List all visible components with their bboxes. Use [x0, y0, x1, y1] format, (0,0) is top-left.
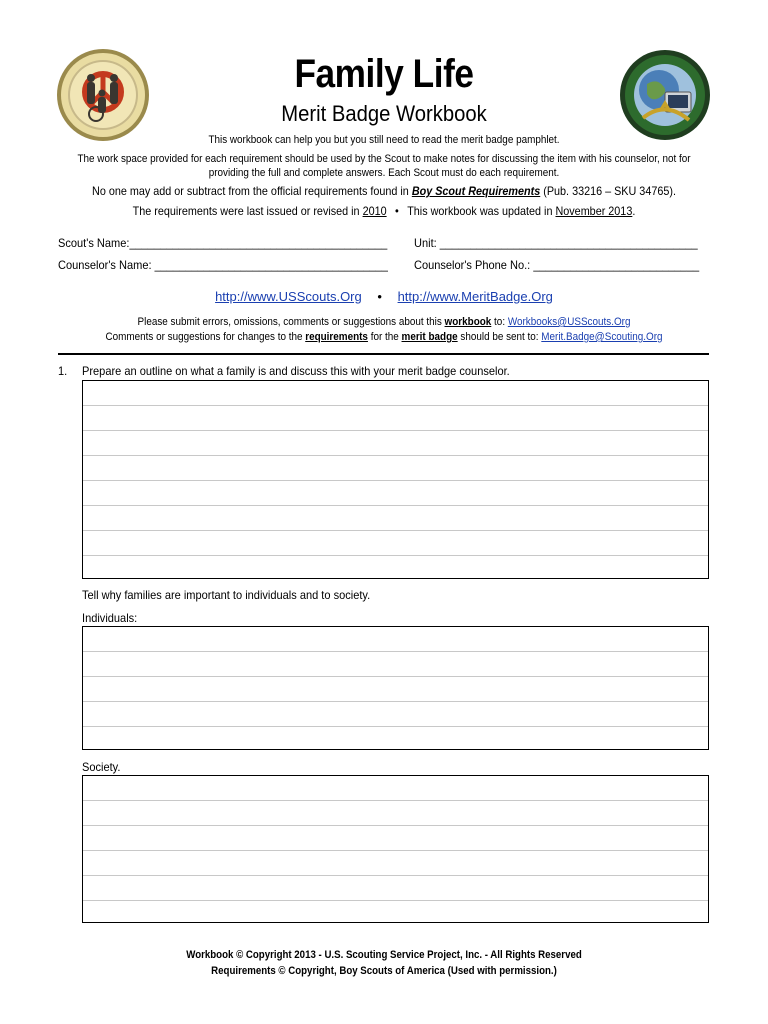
- header-divider: [58, 353, 709, 355]
- submit-line2-pre: Comments or suggestions for changes to the: [105, 331, 306, 343]
- workbooks-email-link[interactable]: Workbooks@USScouts.Org: [507, 316, 631, 328]
- intro-line-2b: providing the full and complete answers. Each Scout must do each requirement.: [208, 167, 560, 179]
- intro3-pre: No one may add or subtract from the official requirements found in: [92, 184, 412, 198]
- submit-line2-mid2: should be sent to:: [457, 331, 542, 343]
- intro-line-1: This workbook can help you but you still need to read the merit badge pamphlet.: [208, 134, 560, 146]
- submit-line1-pre: Please submit errors, omissions, comments or suggestions about this: [137, 316, 445, 328]
- link-separator: •: [377, 289, 382, 304]
- boy-scout-requirements-title: Boy Scout Requirements: [411, 184, 541, 198]
- requirement-1-number: 1.: [58, 364, 68, 378]
- submit-line1-mid: to:: [491, 316, 508, 328]
- scout-name-field[interactable]: Scout's Name:__________________________________________: [58, 236, 388, 250]
- updated-post: .: [632, 204, 636, 218]
- counselor-name-field[interactable]: Counselor's Name: ______________________________________: [58, 258, 388, 272]
- footer-copyright-requirements: Requirements © Copyright, Boy Scouts of America (Used with permission.): [211, 965, 557, 977]
- requirement-1b-text: Tell why families are important to individuals and to society.: [82, 588, 371, 602]
- society-label: Society.: [82, 760, 121, 774]
- requirement-1-text: Prepare an outline on what a family is and discuss this with your merit badge counselor.: [82, 364, 510, 378]
- requirement-1-answer-box[interactable]: [82, 380, 709, 579]
- intro-line-2a: The work space provided for each requirement should be used by the Scout to make notes for discussing the item with his counselor, not for: [77, 153, 691, 165]
- unit-field[interactable]: Unit: __________________________________________: [414, 236, 698, 250]
- requirements-emphasis: requirements: [305, 331, 368, 343]
- issued-year: 2010: [362, 204, 387, 218]
- submit-workbook-line: [38, 315, 729, 329]
- usscouts-link[interactable]: http://www.USScouts.Org: [215, 289, 362, 304]
- individuals-label: Individuals:: [82, 611, 138, 625]
- meritbadge-link[interactable]: http://www.MeritBadge.Org: [397, 289, 553, 304]
- submit-requirements-line: [38, 330, 729, 344]
- issued-separator: •: [392, 204, 402, 218]
- official-requirements-note: [38, 184, 729, 198]
- counselor-phone-field[interactable]: Counselor's Phone No.: ___________________________: [414, 258, 700, 272]
- website-links: [0, 289, 768, 304]
- updated-date: November 2013: [555, 204, 633, 218]
- page-subtitle: Merit Badge Workbook: [281, 101, 487, 126]
- workbook-emphasis: workbook: [444, 316, 492, 328]
- merit-badge-emphasis: merit badge: [401, 331, 458, 343]
- intro3-post: (Pub. 33216 – SKU 34765).: [540, 184, 676, 198]
- revision-line: [38, 204, 729, 218]
- page-title: Family Life: [294, 52, 474, 96]
- submit-line2-mid: for the: [367, 331, 402, 343]
- merit-badge-email-link[interactable]: Merit.Badge@Scouting.Org: [541, 331, 663, 343]
- footer-copyright-workbook: Workbook © Copyright 2013 - U.S. Scouting Service Project, Inc. - All Rights Reserved: [186, 949, 582, 961]
- issued-pre: The requirements were last issued or revised in: [132, 204, 363, 218]
- individuals-answer-box[interactable]: [82, 626, 709, 750]
- society-answer-box[interactable]: [82, 775, 709, 923]
- updated-pre: This workbook was updated in: [407, 204, 556, 218]
